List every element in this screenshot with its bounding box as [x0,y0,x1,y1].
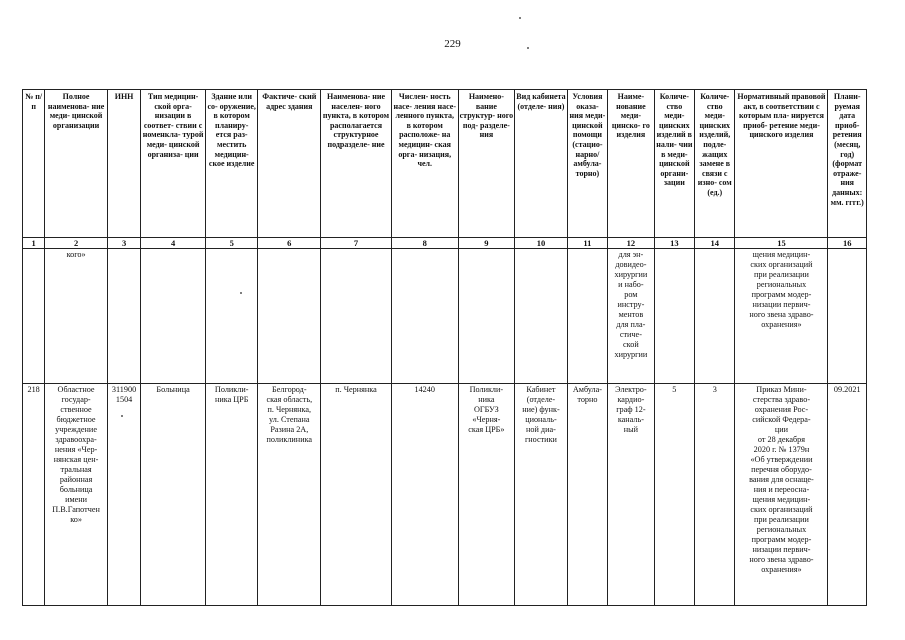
column-number: 5 [205,238,258,249]
header-cell: ИНН [107,90,140,238]
organization-name-cell: кого» [45,249,108,384]
header-cell: Тип медицин- ской орга- низации в соответ- ствии с номенкла- турой меди- цинской организа- ции [141,90,206,238]
row-number-cell: 218 [23,384,45,606]
column-number: 16 [828,238,867,249]
legal-act-cell: щения медицин- ских организаций при реализации региональных программ модер- низации первич- ного звена здраво- охранения» [735,249,828,384]
device-name-cell: Электро- кардио- граф 12- каналь- ный [608,384,654,606]
table-cell [515,249,568,384]
header-cell: Наимено- вание структур- ного под- разделе- ния [458,90,515,238]
devices-available-cell: 5 [654,384,694,606]
page-number: 229 [444,38,461,50]
header-row [23,90,867,238]
legal-act-cell: Приказ Мини- стерства здраво- охранения Рос- сийской Федера- ции от 28 декабря 2020 г. № 1379н «Об утверждении перечня оборудо- вания для оснаще- ния и переосна- щения медицин- ских организаций при реализации региональных программ модер- низации первич- ного звена здраво- охранения» [735,384,828,606]
table-cell [23,249,45,384]
devices-replace-cell: 3 [695,384,735,606]
column-number: 2 [45,238,108,249]
device-name-cell: для эн- довидео- хирургии и набо- ром инстру- ментов для пла- стиче- ской хирургии [608,249,654,384]
column-number-row [23,238,867,249]
table-row [23,249,867,384]
settlement-cell: п. Чернянка [321,384,392,606]
header-cell: Количе- ство меди- цинских изделий, подле- жащих замене в связи с изно- сом (ед.) [695,90,735,238]
table-cell [321,249,392,384]
organization-type-cell: Больница [141,384,206,606]
column-number: 4 [141,238,206,249]
population-cell: 14240 [391,384,458,606]
column-number: 3 [107,238,140,249]
header-cell: Здание или со- оружение, в котором планиру- ется раз- местить медицин- ское изделие [205,90,258,238]
table-cell [107,249,140,384]
cabinet-type-cell: Кабинет (отделе- ние) функ- циональ- ной диа- гностики [515,384,568,606]
scan-speck [519,17,521,19]
header-cell: Наименова- ние населен- ного пункта, в котором располагается структурное подразделе- ние [321,90,392,238]
table-cell [567,249,607,384]
table-cell [695,249,735,384]
table-cell [391,249,458,384]
header-cell: Фактиче- ский адрес здания [258,90,321,238]
table-row [23,384,867,606]
table-cell [654,249,694,384]
header-cell: Числен- ность насе- ления насе- ленного пункта, в котором расположе- на медицин- ская орга- низация, чел. [391,90,458,238]
care-conditions-cell: Амбула- торно [567,384,607,606]
column-number: 1 [23,238,45,249]
scan-speck [527,47,529,49]
table-cell [258,249,321,384]
inn-cell: 311900 1504 [107,384,140,606]
column-number: 6 [258,238,321,249]
planned-date-cell: 09.2021 [828,384,867,606]
header-cell: Условия оказа- ния меди- цинской помощи (стацио- нарно/ амбула- торно) [567,90,607,238]
header-cell: Количе- ство меди- цинских изделий в нали- чии в меди- цинской органи- зации [654,90,694,238]
header-cell: Вид кабинета (отделе- ния) [515,90,568,238]
column-number: 8 [391,238,458,249]
medical-equipment-table [22,89,867,606]
header-cell: Нормативный правовой акт, в соответствии с которым пла- нируется приоб- ретение меди- цинского изделия [735,90,828,238]
address-cell: Белгород- ская область, п. Чернянка, ул. Степана Разина 2А, поликлиника [258,384,321,606]
table-cell [205,249,258,384]
header-cell: Наиме- нование меди- цинско- го изделия [608,90,654,238]
building-cell: Поликли- ника ЦРБ [205,384,258,606]
column-number: 13 [654,238,694,249]
header-cell: Плани- руемая дата приоб- ретения (месяц, год) (формат отраже- ния данных: мм. гггг.) [828,90,867,238]
subdivision-cell: Поликли- ника ОГБУЗ «Черня- ская ЦРБ» [458,384,515,606]
organization-name-cell: Областное государ- ственное бюджетное учреждение здравоохра- нения «Чер- нянская цен- тральная районная больница имени П.В.Гапотчен ко» [45,384,108,606]
column-number: 14 [695,238,735,249]
header-cell: № п/п [23,90,45,238]
table-cell [458,249,515,384]
column-number: 12 [608,238,654,249]
column-number: 11 [567,238,607,249]
column-number: 10 [515,238,568,249]
header-cell: Полное наименова- ние меди- цинской организации [45,90,108,238]
column-number: 9 [458,238,515,249]
table-cell [828,249,867,384]
table-cell [141,249,206,384]
column-number: 15 [735,238,828,249]
column-number: 7 [321,238,392,249]
